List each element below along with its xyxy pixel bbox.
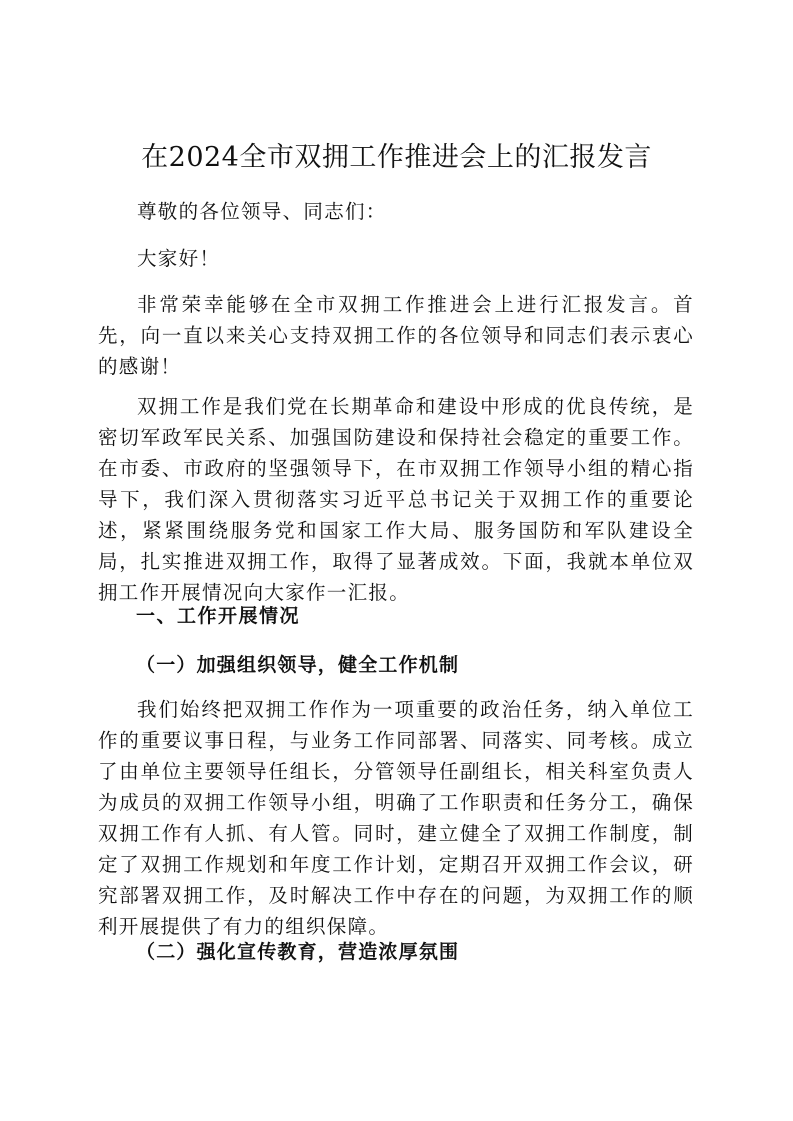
paragraph-section-1-1: 我们始终把双拥工作作为一项重要的政治任务，纳入单位工作的重要议事日程，与业务工作同部署、同落实、同考核。成立了由单位主要领导任组长，分管领导任副组长，相关科室负责人为成员的双拥工作领导小组，明确了工作职责和任务分工，确保双拥工作有人抓、有人管。同时，建立健全了双拥工作制度，制定了双拥工作规划和年度工作计划，定期召开双拥工作会议，研究部署双拥工作，及时解决工作中存在的问题，为双拥工作的顺利开展提供了有力的组织保障。 (98, 698, 694, 938)
salutation: 尊敬的各位领导、同志们： (137, 200, 387, 223)
section-heading-1: 一、工作开展情况 (136, 605, 301, 627)
document-title: 在2024全市双拥工作推进会上的汇报发言 (141, 142, 652, 173)
greeting: 大家好！ (137, 247, 221, 270)
subsection-heading-1-1: （一）加强组织领导，健全工作机制 (136, 654, 460, 676)
paragraph-intro: 非常荣幸能够在全市双拥工作推进会上进行汇报发言。首先，向一直以来关心支持双拥工作的各位领导和同志们表示衷心的感谢！ (98, 293, 694, 378)
paragraph-background: 双拥工作是我们党在长期革命和建设中形成的优良传统，是密切军政军民关系、加强国防建设和保持社会稳定的重要工作。在市委、市政府的坚强领导下，在市双拥工作领导小组的精心指导下，我们深入贯彻落实习近平总书记关于双拥工作的重要论述，紧紧围绕服务党和国家工作大局、服务国防和军队建设全局，扎实推进双拥工作，取得了显著成效。下面，我就本单位双拥工作开展情况向大家作一汇报。 (98, 395, 694, 604)
subsection-heading-1-2: （二）强化宣传教育，营造浓厚氛围 (136, 941, 460, 963)
